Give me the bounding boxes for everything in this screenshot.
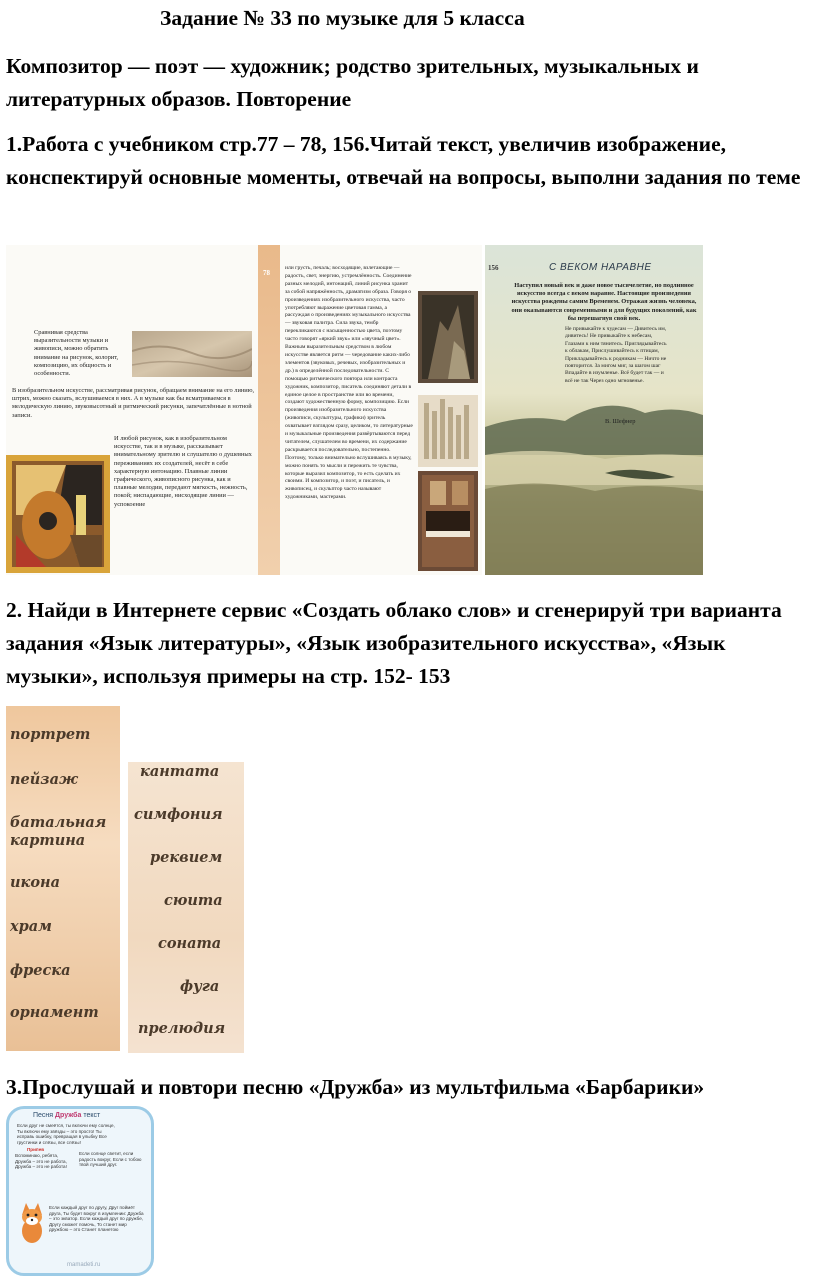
music-word: сюита [164,892,223,909]
piano-room-image [418,471,478,571]
art-word: орнамент [10,1004,99,1021]
cubist-guitar-painting [6,455,110,573]
cartoon-fox-icon [17,1201,47,1245]
music-word: фуга [180,978,220,995]
page-number-156: 156 [488,264,499,272]
song-heading-word-1: Песня [33,1112,54,1119]
song-chorus-label: Припев [27,1147,45,1152]
left-text-3: И любой рисунок, как в изобразительном искусстве, так и в музыке, рассказывает внимательному зрителю и слушателю о душевных переживаниях их создателей, несёт в себе характерную интонацию. Плавные линии графического, живописного рисунка, как и плавные мелодии, передают мягкость, нежность, покой; ниспадающие, нисходящие линии — успокоение [114,435,252,508]
art-word: фреска [10,962,71,979]
song-verse-3: Если каждый друг по другу, Друг поймёт друга, Ты будет вокруг в изумлении: Дружба – это экватор. Если каждый друг по дружбе, Другу сможет помочь, То станет мир дружбою – это Станет планетою [49,1205,144,1233]
music-word: реквием [150,849,223,866]
page-title: Задание № 33 по музыке для 5 класса [160,6,525,30]
task-2-text: 2. Найди в Интернете сервис «Создать облако слов» и сгенерируй три варианта задания «Язык литературы», «Язык изобразительного искусства», «Язык музыки», используя примеры на стр. 152- 153 [6,598,782,688]
task-3-text: 3.Прослушай и повтори песню «Дружба» из мультфильма «Барбарики» [6,1075,705,1099]
art-word: картина [10,832,86,849]
art-words-card [6,706,120,1051]
art-word: пейзаж [10,771,78,788]
lesson-topic: Композитор — поэт — художник; родство зрительных, музыкальных и литературных образов. Повторение [6,54,699,111]
music-word: прелюдия [138,1020,226,1037]
page-156-text: Наступил новый век и даже новое тысячелетие, но подлинное искусство всегда с веком наравне. Настоящие произведения искусства рождены самим Временем. Отражая жизнь человека, они оказываются современными и для будущих поколений, как бы перешагнув свой век. [511,282,697,322]
page-number-78: 78 [263,269,270,277]
poem-text: Не привыкайте к чудесам — Дивитесь им, дивитесь! Не привыкайте к небесам, Глазами к ним тянитесь. Приглядывайтесь к облакам, Прислушивайтесь к птицам, Прикладывайтесь к родникам — Ничто не повторится. За мигом миг, за шагом шаг Впадайте в изумленье. Всё будет так — и всё не так Через одно мгновенье. [565,326,667,384]
textbook-page-156 [485,245,703,575]
song-heading-word-2: Дружба [55,1112,82,1119]
art-word: портрет [10,726,91,743]
left-text-2: В изобразительном искусстве, рассматривая рисунок, обращаем внимание на его линию, штрих, можно сказать, вслушиваемся в них. А в музыке как бы всматриваемся в мелодическую линию, звуковысотный и ритмический рисунки, запечатлённые в нотной записи. [12,387,255,419]
song-heading-word-3: текст [83,1112,101,1119]
poem-author: В. Шефнер [605,418,636,425]
romantic-painting [418,291,478,383]
music-word: симфония [134,806,223,823]
textbook-page-78 [258,245,482,575]
song-verse-1: Если друг не смеётся, ты включи ему солнце, Ты включи ему звёзды – это просто! Ты исправь ошибку, превращая в улыбку Все грустинки и слёзы, все слёзы! [17,1123,115,1145]
left-text-1: Сравнивая средства выразительности музыки и живописи, можно обратить внимание на рисунок, колорит, композицию, их общность и особенности. [34,329,119,378]
textbook-page-left [6,245,260,575]
sand-texture-image [132,331,252,377]
music-word: кантата [140,763,220,780]
art-word: икона [10,874,60,891]
song-chorus: Вспоминаю, ребята, Дружба – это не работа, Дружба – это не работа! [15,1153,67,1170]
watermark: mamadeti.ru [67,1262,101,1268]
music-words-card [128,762,244,1053]
song-lyrics-card [6,1106,154,1276]
art-word: храм [10,918,52,935]
task-1-text: 1.Работа с учебником стр.77 – 78, 156.Читай текст, увеличив изображение, конспектируй основные моменты, отвечай на вопросы, выполни задания по теме [6,132,801,189]
song-verse-2: Если солнце светит, если радость вокруг, Если с тобою твой лучший друг. [79,1151,142,1168]
page-78-text: или грусть, печаль; восходящие, взлетающие — радость, свет, энергию, устремлённость. Соединение разных мелодий, интонаций, линий рисунка хранит за собой напряжённость, драматизм образа. Говоря о произведениях изобразительного искусства, часто употребляют выражение цветовая гамма, а рассуждая о произведениях музыкального искусства — звуковая палитра. Сила звука, тембр перекликаются с насыщенностью цвета, поэтому часто говорят «яркий звук» или «звучный цвет». Важным выразительным средством в любом искусстве является ритм — чередование каких-либо элементов (звуковых, речевых, изобразительных и др.) в определённой последовательности. С помощью ритмического повтора или контраста художник, композитор, писатель соединяют детали в единое целое в пространстве или во времени, создают художественную форму, композицию. Если произведения изобразительного искусства (живописи, скульптуры, графики) зритель охватывает взглядом сразу, целиком, то литературные и музыкальные произведения развёртываются перед читателем, слушателем во времени, их содержание раскрывается последовательно, постепенно. Поэтому, только внимательно вслушиваясь в музыку, можно понять то мысли и пережить те чувства, которые выразил композитор, то есть сделать их своими. И композитор, и поэт, и писатель, и живописец, и скульптор часто называют художниками, мастерами. [285,265,413,501]
page-side-bar [258,245,280,575]
music-word: соната [158,935,222,952]
organ-image [418,395,478,467]
chapter-heading: С ВЕКОМ НАРАВНЕ [549,262,652,273]
song-heading [33,1112,100,1119]
art-word: батальная [10,814,107,831]
